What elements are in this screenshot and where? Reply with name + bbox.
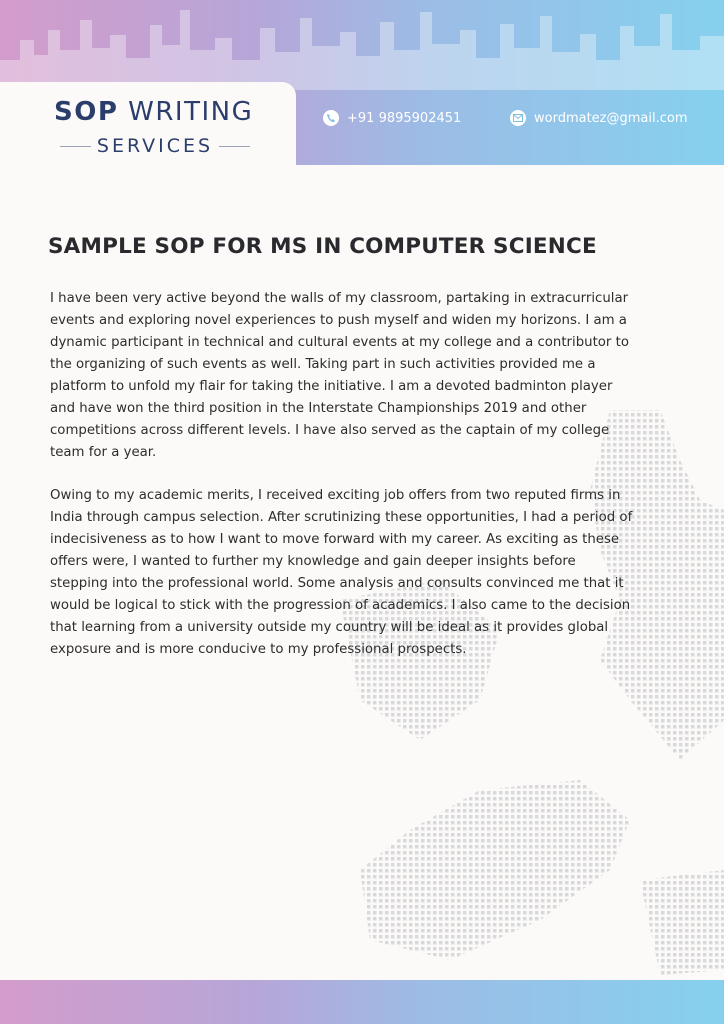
logo-subtitle [54, 134, 256, 158]
logo-wordmark [54, 97, 253, 127]
email-contact[interactable] [510, 110, 688, 126]
paragraph-2: Owing to my academic merits, I received exciting job offers from two reputed firms in India through campus selection. After scrutinizing these opportunities, I had a period of indecisiveness as to how I want to move forward with my career. As exciting as these offers were, I wanted to further my knowledge and gain deeper insights before stepping into the professional world. Some analysis and consults convinced me that it would be logical to stick with the progression of academics. I also came to the decision that learning from a university outside my country will be ideal as it provides global exposure and is more conducive to my professional prospects. [50, 488, 633, 657]
phone-number: +91 9895902451 [347, 110, 462, 126]
footer-band [0, 980, 724, 1024]
phone-icon [323, 110, 339, 126]
phone-contact[interactable] [323, 110, 461, 126]
city-skyline-decoration [0, 0, 724, 90]
logo-services-text: SERVICES [96, 135, 214, 157]
logo-right-rule [219, 146, 250, 147]
logo-left-rule [60, 146, 91, 147]
email-address: wordmatez@gmail.com [534, 110, 688, 126]
logo-writing-text: WRITING [128, 97, 254, 127]
document-title: SAMPLE SOP FOR MS IN COMPUTER SCIENCE [48, 234, 597, 259]
mail-icon [510, 110, 526, 126]
paragraph-1: I have been very active beyond the walls of my classroom, partaking in extracurricular events and exploring novel experiences to push myself and widen my horizons. I am a dynamic participant in technical and cultural events at my college and a contributor to the organizing of such events as well. Taking part in such activities provided me a platform to unfold my flair for taking the initiative. I am a devoted badminton player and have won the third position in the Interstate Championships 2019 and other competitions across different levels. I have also served as the captain of my college team for a year. [50, 291, 629, 460]
logo-sop-text: SOP [54, 97, 119, 127]
